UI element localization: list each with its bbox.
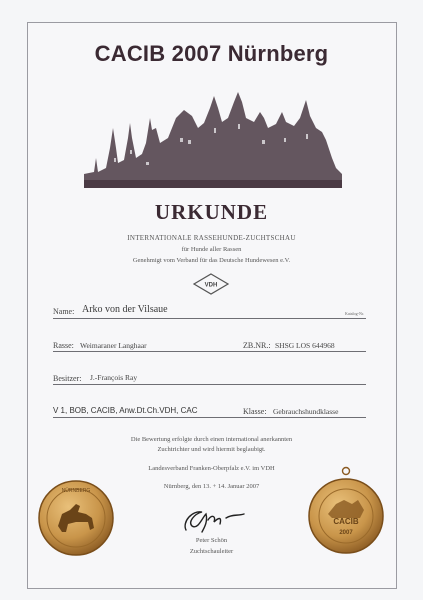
signer-role: Zuchtschauleiter — [189, 548, 234, 555]
signer-name: Peter Schön — [195, 537, 228, 544]
owner-line — [53, 384, 366, 385]
owner-label: Besitzer: — [53, 374, 82, 383]
breed-value: Weimaraner Langhaar — [80, 341, 147, 350]
name-label: Name: — [53, 307, 75, 316]
show-name: INTERNATIONALE RASSEHUNDE-ZUCHTSCHAU — [127, 234, 296, 242]
class-label: Klasse: — [243, 407, 267, 416]
breed-line — [53, 351, 366, 352]
left-medal-image — [36, 474, 116, 558]
certification-text: Zuchtrichter und wird hiermit beglaubigt. — [157, 446, 266, 453]
evaluation-text: Die Bewertung erfolgte durch einen international anerkannten — [130, 436, 293, 443]
right-medal-text: CACIB — [333, 517, 359, 526]
approval-note: Genehmigt vom Verband für das Deutsche Hundewesen e.V. — [132, 257, 291, 264]
vdh-logo — [193, 273, 229, 295]
award-line — [53, 417, 366, 418]
award-value: V 1, BOB, CACIB, Anw.Dt.Ch.VDH, CAC — [53, 406, 198, 415]
breed-label: Rasse: — [53, 341, 74, 350]
vdh-logo-text: VDH — [204, 282, 218, 289]
left-medal-text: NÜRNBERG — [61, 488, 91, 494]
date-place-text: Nürnberg, den 13. + 14. Januar 2007 — [163, 483, 260, 490]
class-value: Gebrauchshundklasse — [273, 407, 339, 416]
zb-label: ZB.NR.: — [243, 341, 271, 350]
zb-value: SHSG LOS 644968 — [275, 341, 335, 350]
owner-value: J.-François Ray — [90, 373, 138, 382]
name-line — [53, 318, 366, 319]
signature-image — [172, 500, 252, 536]
certificate-heading: URKUNDE — [154, 200, 269, 224]
name-value: Arko von der Vilsaue — [82, 304, 168, 315]
association-text: Landesverband Franken-Oberpfalz e.V. im VDH — [148, 465, 275, 472]
right-medal-year: 2007 — [339, 530, 353, 536]
certificate-title: CACIB 2007 Nürnberg — [94, 41, 329, 66]
show-scope: für Hunde aller Rassen — [181, 246, 242, 253]
city-skyline-illustration — [84, 88, 342, 188]
right-medal-image — [306, 466, 386, 556]
catalog-label: Katalog-Nr. — [345, 311, 364, 316]
